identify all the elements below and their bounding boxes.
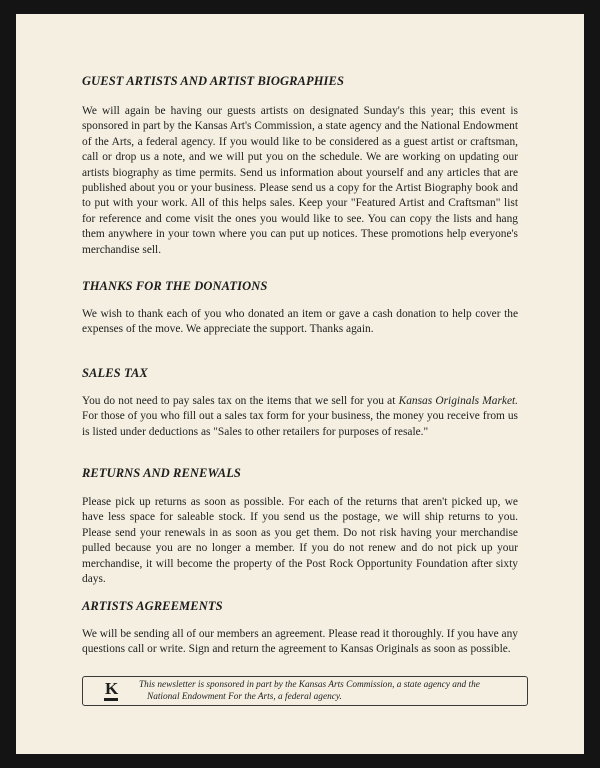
section-body-returns: Please pick up returns as soon as possible. For each of the returns that aren't picked up, we have less space for saleable stock. If you send us the postage, we will ship returns to you. Please send your renewals in as soon as you get them. Do not risk having your merchandise pulled because you are no longer a member. If you do not renew and do not pick up your merchandise, it will become the property of the Post Rock Opportunity Foundation after sixty days. (82, 496, 518, 586)
section-body-sales-tax (82, 394, 518, 440)
section-heading-sales-tax: SALES TAX (82, 366, 148, 380)
section-heading-returns: RETURNS AND RENEWALS (82, 466, 241, 480)
sponsor-line-1: This newsletter is sponsored in part by the Kansas Arts Commission, a state agency and the (139, 680, 480, 690)
section-heading-agreements: ARTISTS AGREEMENTS (82, 599, 223, 613)
sales-tax-text-part2: For those of you who fill out a sales tax form for your business, the money you receive from us is listed under deductions as "Sales to other retailers for purposes of resale." (82, 410, 518, 438)
sponsor-line-2: National Endowment For the Arts, a federal agency. (147, 692, 342, 702)
sponsor-box (82, 676, 528, 706)
section-body-donations: We wish to thank each of you who donated an item or gave a cash donation to help cover the expenses of the move. We appreciate the support. Thanks again. (82, 308, 518, 336)
newsletter-page (16, 14, 584, 754)
section-body-agreements: We will be sending all of our members an agreement. Please read it thoroughly. If you have any questions call or write. Sign and return the agreement to Kansas Originals as soon as possible. (82, 628, 518, 656)
sales-tax-market-name: Kansas Originals Market. (398, 395, 519, 407)
section-body-guest-artists: We will again be having our guests artists on designated Sunday's this year; this event is sponsored in part by the Kansas Art's Commission, a state agency and the National Endowment of the Arts, a federal agency. If you would like to be considered as a guest artist or craftsman, call or drop us a note, and we will put you on the schedule. We are working on updating our artists biography as time permits. Send us information about yourself and any articles that are published about you or your business. Please send us a copy for the Artist Biography book and to put with your work. All of this helps sales. Keep your "Featured Artist and Craftsman" list for reference and come visit the ones you would like to see. You can copy the lists and hang them anywhere in your town where you can put up notices. These promotions help everyone's merchandise sell. (82, 105, 518, 256)
section-heading-guest-artists: GUEST ARTISTS AND ARTIST BIOGRAPHIES (82, 74, 344, 88)
section-heading-donations: THANKS FOR THE DONATIONS (82, 279, 268, 293)
logo-letter: K (105, 679, 119, 698)
sales-tax-text-part1: You do not need to pay sales tax on the items that we sell for you at (82, 395, 399, 407)
sponsor-text (139, 679, 519, 703)
kansas-arts-logo-icon (103, 681, 119, 701)
